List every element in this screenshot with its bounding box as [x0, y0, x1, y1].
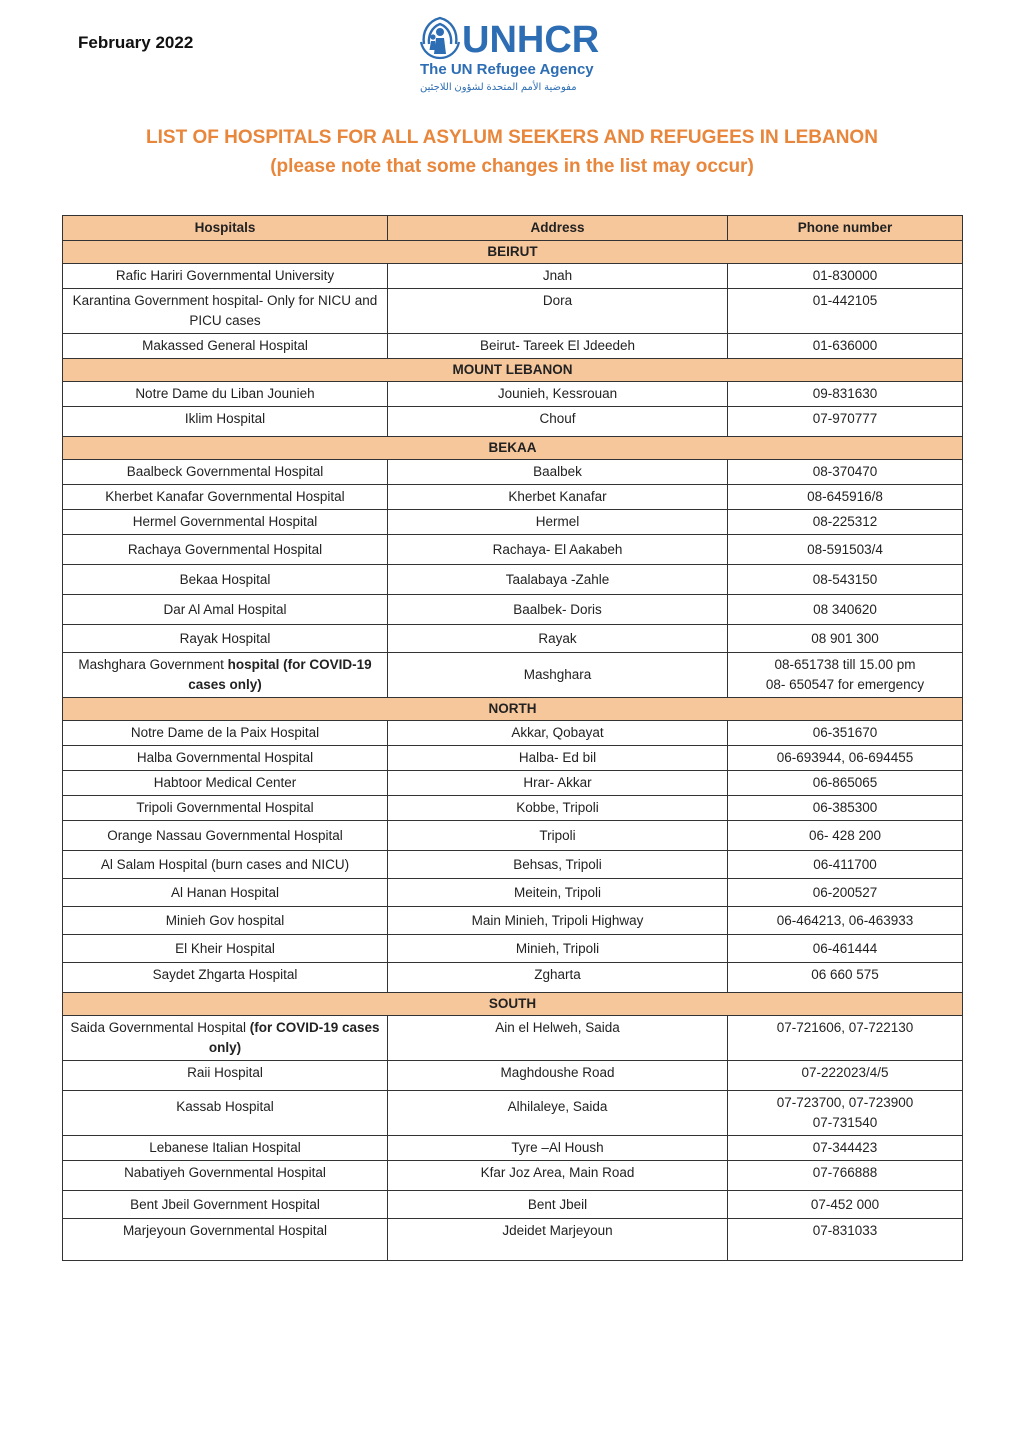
hospital-address: Alhilaleye, Saida [388, 1091, 728, 1136]
hospital-address: Mashghara [388, 653, 728, 698]
table-row [63, 535, 963, 565]
table-header-row [63, 216, 963, 241]
hospital-address: Halba- Ed bil [388, 746, 728, 771]
table-row [63, 907, 963, 935]
logo-arabic-tagline: مفوضية الأمم المتحدة لشؤون اللاجئين [420, 82, 577, 93]
hospital-phone: 01-636000 [728, 334, 963, 359]
hospital-name: Dar Al Amal Hospital [63, 595, 388, 625]
hospital-phone: 07-831033 [728, 1219, 963, 1261]
hospital-address: Hrar- Akkar [388, 771, 728, 796]
table-row [63, 595, 963, 625]
column-header-address: Address [388, 216, 728, 241]
hospital-name: Orange Nassau Governmental Hospital [63, 821, 388, 851]
hospital-phone: 07-721606, 07-722130 [728, 1016, 963, 1061]
table-row [63, 963, 963, 993]
region-label: SOUTH [63, 993, 963, 1016]
hospital-address: Akkar, Qobayat [388, 721, 728, 746]
hospital-phone: 06-411700 [728, 851, 963, 879]
region-row-south [63, 993, 963, 1016]
hospital-name: Kassab Hospital [63, 1091, 388, 1136]
table-row [63, 1161, 963, 1191]
region-row-beirut [63, 241, 963, 264]
page-title: LIST OF HOSPITALS FOR ALL ASYLUM SEEKERS AND REFUGEES IN LEBANON [146, 127, 878, 148]
hospital-phone: 06-693944, 06-694455 [728, 746, 963, 771]
hospital-name: Raii Hospital [63, 1061, 388, 1091]
hospital-phone: 06-461444 [728, 935, 963, 963]
hospital-address: Main Minieh, Tripoli Highway [388, 907, 728, 935]
hospital-name: Makassed General Hospital [63, 334, 388, 359]
hospital-name: Al Salam Hospital (burn cases and NICU) [63, 851, 388, 879]
region-row-north [63, 698, 963, 721]
hospital-name: Rayak Hospital [63, 625, 388, 653]
table-row [63, 485, 963, 510]
hospital-name [63, 653, 388, 698]
table-row [63, 1136, 963, 1161]
table-row [63, 1219, 963, 1261]
hospital-name: Habtoor Medical Center [63, 771, 388, 796]
hospital-address: Jounieh, Kessrouan [388, 382, 728, 407]
hospital-name: Al Hanan Hospital [63, 879, 388, 907]
hospital-phone [728, 653, 963, 698]
table-row [63, 334, 963, 359]
hospital-address: Hermel [388, 510, 728, 535]
hospital-address: Kobbe, Tripoli [388, 796, 728, 821]
hospital-phone: 01-830000 [728, 264, 963, 289]
hospital-name: Nabatiyeh Governmental Hospital [63, 1161, 388, 1191]
hospital-address: Kfar Joz Area, Main Road [388, 1161, 728, 1191]
hospital-phone-line: 07-731540 [812, 1115, 878, 1130]
logo-tagline: The UN Refugee Agency [420, 61, 594, 78]
hospital-phone: 07-766888 [728, 1161, 963, 1191]
column-header-phone: Phone number [728, 216, 963, 241]
hospital-name-plain: Saida Governmental Hospital [70, 1020, 250, 1035]
hospital-address: Dora [388, 289, 728, 334]
unhcr-logo [418, 14, 623, 93]
hospital-phone: 06-865065 [728, 771, 963, 796]
table-row [63, 851, 963, 879]
hospital-phone: 08 901 300 [728, 625, 963, 653]
table-row [63, 1061, 963, 1091]
hospital-name: Hermel Governmental Hospital [63, 510, 388, 535]
hospital-name: Karantina Government hospital- Only for NICU and PICU cases [63, 289, 388, 334]
hospital-name-plain: Mashghara Government [78, 657, 228, 672]
hospital-phone-line: 08-651738 till 15.00 pm [774, 657, 916, 672]
table-row [63, 796, 963, 821]
column-header-hospitals: Hospitals [63, 216, 388, 241]
hospital-address: Maghdoushe Road [388, 1061, 728, 1091]
hospital-phone: 08-591503/4 [728, 535, 963, 565]
region-row-bekaa [63, 437, 963, 460]
hospital-phone: 07-970777 [728, 407, 963, 437]
table-row [63, 879, 963, 907]
hospital-name-covid-note: (for COVID-19 cases only) [208, 1020, 380, 1055]
hospitals-table [62, 215, 963, 1261]
hospital-phone: 09-831630 [728, 382, 963, 407]
region-row-mount-lebanon [63, 359, 963, 382]
hospital-name: Kherbet Kanafar Governmental Hospital [63, 485, 388, 510]
hospital-address: Zgharta [388, 963, 728, 993]
hospital-phone: 08-645916/8 [728, 485, 963, 510]
table-row [63, 407, 963, 437]
hospital-name: Rafic Hariri Governmental University [63, 264, 388, 289]
hospital-address: Rachaya- El Aakabeh [388, 535, 728, 565]
hospital-phone: 07-344423 [728, 1136, 963, 1161]
region-label: BEIRUT [63, 241, 963, 264]
hospital-name: Baalbeck Governmental Hospital [63, 460, 388, 485]
hospital-phone: 08 340620 [728, 595, 963, 625]
hospital-phone: 06-385300 [728, 796, 963, 821]
table-row [63, 746, 963, 771]
table-row [63, 771, 963, 796]
hospital-phone: 06 660 575 [728, 963, 963, 993]
table-row [63, 289, 963, 334]
hospital-name: Rachaya Governmental Hospital [63, 535, 388, 565]
unhcr-emblem-icon [418, 14, 462, 60]
hospital-address: Behsas, Tripoli [388, 851, 728, 879]
hospital-name-covid-note: hospital (for COVID-19 cases only) [188, 657, 372, 692]
hospital-phone: 07-452 000 [728, 1191, 963, 1219]
hospital-phone-line: 07-723700, 07-723900 [776, 1095, 914, 1110]
hospital-name: El Kheir Hospital [63, 935, 388, 963]
table-row [63, 460, 963, 485]
page-subtitle: (please note that some changes in the list may occur) [270, 156, 754, 177]
hospital-address: Minieh, Tripoli [388, 935, 728, 963]
hospital-phone: 08-225312 [728, 510, 963, 535]
hospital-name: Bekaa Hospital [63, 565, 388, 595]
region-label: NORTH [63, 698, 963, 721]
region-label: MOUNT LEBANON [63, 359, 963, 382]
hospital-phone: 06-200527 [728, 879, 963, 907]
hospital-name: Minieh Gov hospital [63, 907, 388, 935]
hospital-name: Saydet Zhgarta Hospital [63, 963, 388, 993]
table-row [63, 721, 963, 746]
table-row [63, 1191, 963, 1219]
document-date: February 2022 [78, 33, 194, 52]
logo-wordmark: UNHCR [462, 19, 600, 61]
table-row [63, 625, 963, 653]
hospital-address: Tripoli [388, 821, 728, 851]
hospital-phone: 06- 428 200 [728, 821, 963, 851]
table-row [63, 565, 963, 595]
hospital-address: Meitein, Tripoli [388, 879, 728, 907]
table-row [63, 510, 963, 535]
hospital-phone: 07-222023/4/5 [728, 1061, 963, 1091]
hospital-phone [728, 1091, 963, 1136]
hospital-address: Baalbek [388, 460, 728, 485]
hospital-name: Notre Dame du Liban Jounieh [63, 382, 388, 407]
hospital-address: Tyre –Al Housh [388, 1136, 728, 1161]
region-label: BEKAA [63, 437, 963, 460]
hospital-phone: 01-442105 [728, 289, 963, 334]
hospital-phone: 08-543150 [728, 565, 963, 595]
table-row [63, 1016, 963, 1061]
hospital-phone: 08-370470 [728, 460, 963, 485]
hospital-address: Kherbet Kanafar [388, 485, 728, 510]
hospital-address: Ain el Helweh, Saida [388, 1016, 728, 1061]
hospital-name: Halba Governmental Hospital [63, 746, 388, 771]
hospital-name: Lebanese Italian Hospital [63, 1136, 388, 1161]
hospital-address: Bent Jbeil [388, 1191, 728, 1219]
hospital-address: Jdeidet Marjeyoun [388, 1219, 728, 1261]
hospital-address: Rayak [388, 625, 728, 653]
table-row [63, 935, 963, 963]
hospital-address: Beirut- Tareek El Jdeedeh [388, 334, 728, 359]
hospital-address: Taalabaya -Zahle [388, 565, 728, 595]
hospital-phone: 06-464213, 06-463933 [728, 907, 963, 935]
hospital-address: Chouf [388, 407, 728, 437]
table-row [63, 264, 963, 289]
table-row [63, 382, 963, 407]
hospital-name: Bent Jbeil Government Hospital [63, 1191, 388, 1219]
hospital-name [63, 1016, 388, 1061]
hospital-name: Iklim Hospital [63, 407, 388, 437]
table-row [63, 1091, 963, 1136]
hospital-address: Baalbek- Doris [388, 595, 728, 625]
table-row [63, 653, 963, 698]
hospital-name: Notre Dame de la Paix Hospital [63, 721, 388, 746]
table-row [63, 821, 963, 851]
hospital-name: Tripoli Governmental Hospital [63, 796, 388, 821]
hospital-name: Marjeyoun Governmental Hospital [63, 1219, 388, 1261]
hospital-address: Jnah [388, 264, 728, 289]
hospital-phone-line: 08- 650547 for emergency [765, 677, 925, 692]
hospital-phone: 06-351670 [728, 721, 963, 746]
